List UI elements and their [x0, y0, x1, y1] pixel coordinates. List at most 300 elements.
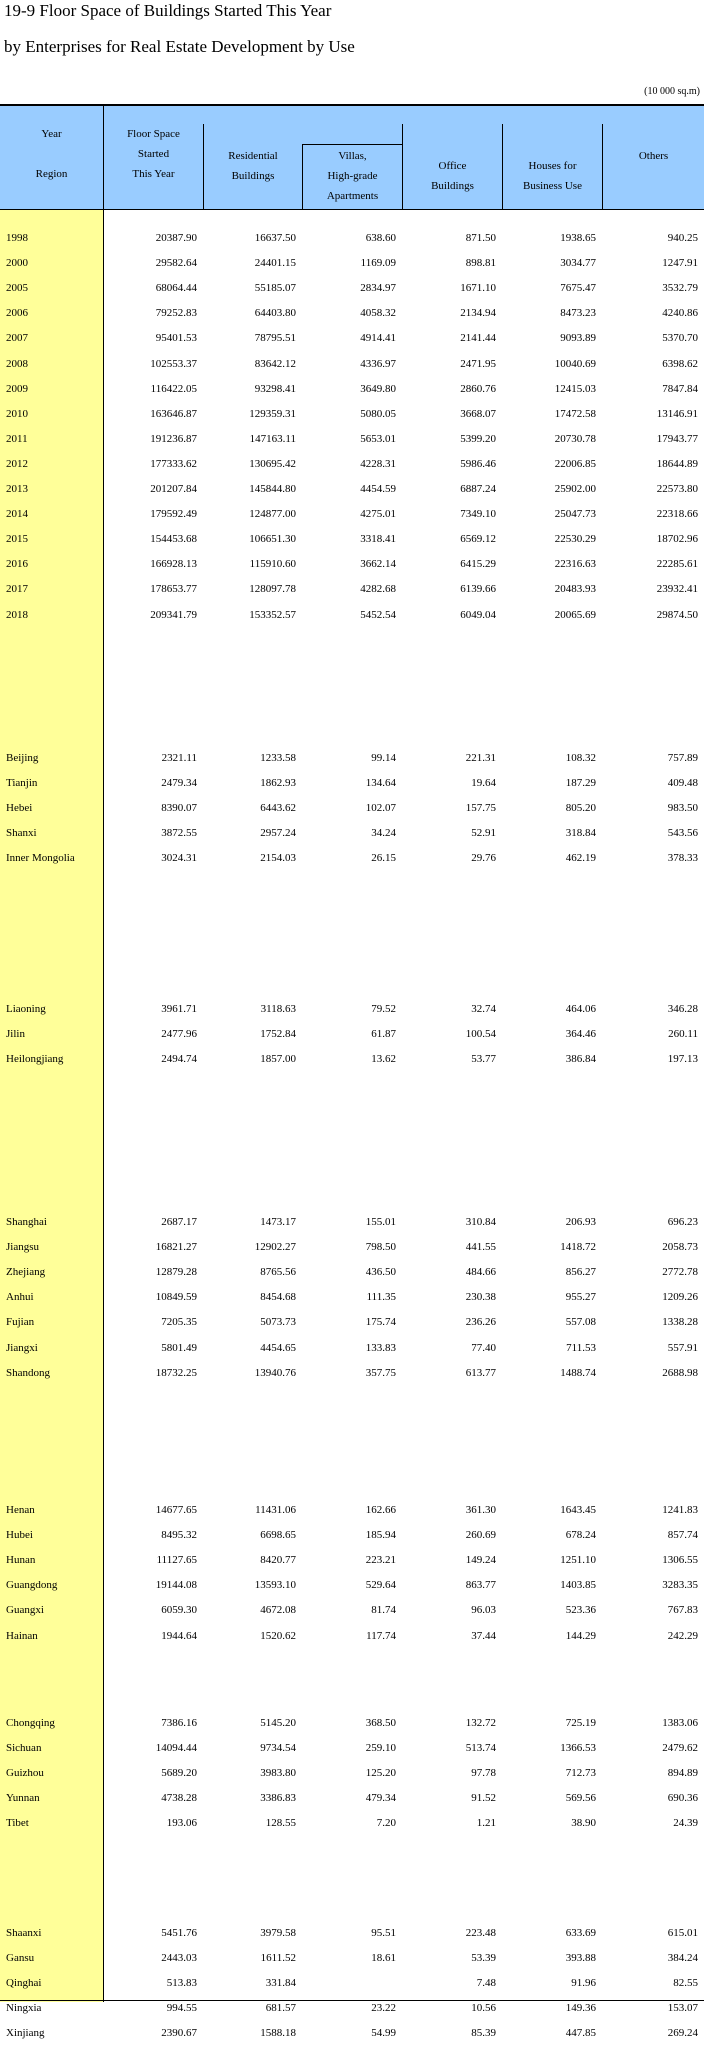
header-divider [602, 124, 603, 210]
row-label: Fujian [6, 1316, 35, 1329]
cell-business: 1643.45 [560, 1504, 596, 1516]
cell-office: 863.77 [465, 1579, 496, 1592]
cell-business: 386.84 [565, 1053, 596, 1066]
cell-started: 166928.13 [150, 558, 197, 571]
cell-others: 153.07 [667, 2002, 698, 2015]
cell-residential: 83642.12 [254, 357, 296, 370]
cell-office: 29.76 [471, 852, 496, 865]
row-label: Shanxi [6, 827, 37, 840]
cell-business: 25047.73 [554, 508, 596, 521]
cell-office: 221.31 [465, 752, 496, 764]
cell-others: 940.25 [667, 232, 698, 244]
cell-business: 464.06 [565, 1003, 596, 1015]
cell-started: 201207.84 [150, 483, 197, 495]
row-label: Shandong [6, 1366, 50, 1379]
row-label: Yunnan [6, 1792, 40, 1805]
row-label: Guangxi [6, 1604, 44, 1617]
cell-started: 68064.44 [155, 282, 197, 295]
header-others: Others [638, 150, 669, 162]
cell-residential: 1752.84 [260, 1028, 296, 1041]
cell-started: 16821.27 [155, 1241, 197, 1254]
table-title: 19-9 Floor Space of Buildings Started This Year [4, 1, 332, 20]
cell-villas: 102.07 [365, 802, 396, 815]
cell-residential: 3118.63 [260, 1003, 296, 1015]
cell-started: 14094.44 [155, 1742, 197, 1755]
row-label: 2017 [6, 583, 28, 596]
cell-office: 3668.07 [460, 407, 496, 420]
cell-started: 12879.28 [155, 1266, 197, 1279]
cell-residential: 3386.83 [260, 1792, 296, 1805]
row-label: 2007 [6, 332, 28, 345]
table-row [0, 842, 704, 874]
cell-office: 2134.94 [460, 307, 496, 320]
cell-started: 5801.49 [161, 1341, 197, 1354]
cell-villas: 23.22 [371, 2002, 396, 2015]
cell-started: 19144.08 [155, 1579, 197, 1592]
cell-business: 8473.23 [560, 307, 596, 320]
cell-residential: 2154.03 [260, 852, 296, 865]
cell-started: 209341.79 [150, 608, 197, 621]
cell-others: 2479.62 [662, 1742, 698, 1755]
cell-business: 447.85 [565, 2027, 596, 2040]
cell-villas: 18.61 [371, 1952, 396, 1965]
cell-business: 805.20 [565, 802, 596, 815]
cell-residential: 11431.06 [255, 1504, 296, 1516]
cell-residential: 1520.62 [260, 1629, 296, 1642]
cell-villas: 79.52 [371, 1003, 396, 1015]
cell-villas: 5653.01 [360, 432, 396, 445]
cell-business: 1251.10 [560, 1554, 596, 1567]
cell-started: 177333.62 [150, 457, 197, 470]
cell-residential: 55185.07 [254, 282, 296, 295]
cell-residential: 106651.30 [249, 533, 296, 546]
row-label: Beijing [6, 752, 39, 764]
cell-office: 1671.10 [460, 282, 496, 295]
row-label: 2013 [6, 483, 28, 495]
row-label: Hunan [6, 1554, 36, 1567]
cell-business: 712.73 [565, 1767, 596, 1780]
cell-villas: 61.87 [371, 1028, 396, 1041]
cell-office: 361.30 [465, 1504, 496, 1516]
cell-villas: 3318.41 [360, 533, 396, 546]
cell-started: 95401.53 [155, 332, 197, 345]
cell-started: 10849.59 [155, 1291, 197, 1304]
header-residential-buildings: Residential Buildings [228, 150, 278, 182]
cell-villas: 436.50 [365, 1266, 396, 1279]
row-label: Chongqing [6, 1717, 55, 1729]
cell-residential: 13593.10 [254, 1579, 296, 1592]
cell-villas: 4282.68 [360, 583, 396, 596]
row-label: Jilin [6, 1028, 25, 1041]
cell-villas: 4454.59 [360, 483, 396, 495]
cell-started: 994.55 [166, 2002, 197, 2015]
cell-others: 22285.61 [656, 558, 698, 571]
cell-started: 191236.87 [150, 432, 197, 445]
cell-villas: 4228.31 [360, 457, 396, 470]
table-row [0, 2017, 704, 2049]
cell-office: 2141.44 [460, 332, 496, 345]
cell-office: 37.44 [471, 1629, 496, 1642]
cell-residential: 6698.65 [260, 1529, 296, 1542]
cell-villas: 117.74 [366, 1629, 396, 1642]
cell-started: 3872.55 [161, 827, 197, 840]
row-label: 2009 [6, 382, 28, 395]
row-label: Tibet [6, 1817, 29, 1830]
cell-office: 149.24 [465, 1554, 496, 1567]
cell-office: 230.38 [465, 1291, 496, 1304]
cell-business: 20065.69 [554, 608, 596, 621]
row-label: Hubei [6, 1529, 33, 1542]
cell-started: 163646.87 [150, 407, 197, 420]
row-label: Tianjin [6, 777, 38, 790]
cell-residential: 1611.52 [260, 1952, 296, 1965]
cell-business: 1938.65 [560, 232, 596, 244]
header-floor-space-started: Floor Space Started This Year [127, 128, 180, 180]
cell-others: 269.24 [667, 2027, 698, 2040]
cell-started: 179592.49 [150, 508, 197, 521]
cell-residential: 115910.60 [249, 558, 296, 571]
row-label: Shaanxi [6, 1927, 42, 1939]
row-label: Ningxia [6, 2002, 42, 2015]
cell-business: 856.27 [565, 1266, 596, 1279]
cell-business: 364.46 [565, 1028, 596, 1041]
cell-residential: 8765.56 [260, 1266, 296, 1279]
header-bottom-border [0, 209, 704, 210]
row-label: Anhui [6, 1291, 34, 1304]
cell-office: 441.55 [465, 1241, 496, 1254]
table-row [0, 599, 704, 631]
cell-started: 513.83 [166, 1977, 197, 1990]
cell-office: 100.54 [465, 1028, 496, 1041]
cell-started: 7205.35 [161, 1316, 197, 1329]
cell-business: 10040.69 [554, 357, 596, 370]
cell-office: 223.48 [465, 1927, 496, 1939]
cell-residential: 12902.27 [254, 1241, 296, 1254]
cell-started: 3961.71 [161, 1003, 197, 1015]
cell-office: 53.39 [471, 1952, 496, 1965]
cell-others: 757.89 [667, 752, 698, 764]
cell-residential: 1233.58 [260, 752, 296, 764]
row-label: 2015 [6, 533, 28, 546]
cell-residential: 130695.42 [249, 457, 296, 470]
row-label: 2011 [6, 432, 28, 445]
cell-office: 236.26 [465, 1316, 496, 1329]
cell-residential: 6443.62 [260, 802, 296, 815]
cell-started: 18732.25 [155, 1366, 197, 1379]
cell-others: 17943.77 [656, 432, 698, 445]
cell-others: 22318.66 [656, 508, 698, 521]
cell-residential: 8420.77 [260, 1554, 296, 1567]
cell-office: 91.52 [471, 1792, 496, 1805]
cell-started: 154453.68 [150, 533, 197, 546]
cell-villas: 479.34 [365, 1792, 396, 1805]
cell-villas: 134.64 [365, 777, 396, 790]
cell-office: 132.72 [465, 1717, 496, 1729]
row-label: Hebei [6, 802, 33, 815]
cell-office: 2860.76 [460, 382, 496, 395]
header-office-buildings: Office Buildings [431, 160, 474, 192]
cell-started: 29582.64 [155, 257, 197, 270]
cell-office: 53.77 [471, 1053, 496, 1066]
cell-villas: 99.14 [371, 752, 396, 764]
row-label: Sichuan [6, 1742, 42, 1755]
cell-others: 18644.89 [656, 457, 698, 470]
cell-villas: 1169.09 [360, 257, 396, 270]
cell-started: 7386.16 [161, 1717, 197, 1729]
cell-started: 6059.30 [161, 1604, 197, 1617]
cell-office: 310.84 [465, 1216, 496, 1228]
cell-residential: 2957.24 [260, 827, 296, 840]
cell-villas: 357.75 [365, 1366, 396, 1379]
cell-residential: 4672.08 [260, 1604, 296, 1617]
row-label: Jiangxi [6, 1341, 38, 1354]
cell-business: 1366.53 [560, 1742, 596, 1755]
cell-villas: 798.50 [365, 1241, 396, 1254]
cell-residential: 153352.57 [249, 608, 296, 621]
cell-residential: 147163.11 [249, 432, 296, 445]
cell-business: 678.24 [565, 1529, 596, 1542]
cell-others: 82.55 [673, 1977, 698, 1990]
row-label: Inner Mongolia [6, 852, 75, 865]
row-label: 2016 [6, 558, 28, 571]
cell-residential: 8454.68 [260, 1291, 296, 1304]
cell-villas: 3662.14 [360, 558, 396, 571]
cell-residential: 1588.18 [260, 2027, 296, 2040]
cell-started: 8390.07 [161, 802, 197, 815]
cell-office: 513.74 [465, 1742, 496, 1755]
cell-office: 7.48 [476, 1977, 496, 1990]
cell-office: 613.77 [465, 1366, 496, 1379]
cell-office: 1.21 [476, 1817, 496, 1830]
cell-others: 557.91 [667, 1341, 698, 1354]
cell-villas: 4914.41 [360, 332, 396, 345]
cell-villas: 4336.97 [360, 357, 396, 370]
cell-business: 569.56 [565, 1792, 596, 1805]
cell-office: 77.40 [471, 1341, 496, 1354]
cell-business: 144.29 [565, 1629, 596, 1642]
cell-business: 9093.89 [560, 332, 596, 345]
cell-office: 2471.95 [460, 357, 496, 370]
cell-others: 6398.62 [662, 357, 698, 370]
cell-started: 14677.65 [155, 1504, 197, 1516]
row-label: 2000 [6, 257, 28, 270]
cell-villas: 175.74 [365, 1316, 396, 1329]
cell-villas: 81.74 [371, 1604, 396, 1617]
cell-others: 22573.80 [656, 483, 698, 495]
cell-others: 1306.55 [662, 1554, 698, 1567]
cell-started: 4738.28 [161, 1792, 197, 1805]
cell-started: 8495.32 [161, 1529, 197, 1542]
cell-villas: 95.51 [371, 1927, 396, 1939]
table-subtitle: by Enterprises for Real Estate Development by Use [4, 37, 355, 56]
cell-business: 3034.77 [560, 257, 596, 270]
cell-started: 2479.34 [161, 777, 197, 790]
cell-business: 393.88 [565, 1952, 596, 1965]
cell-residential: 93298.41 [254, 382, 296, 395]
cell-others: 346.28 [667, 1003, 698, 1015]
row-label: 2014 [6, 508, 28, 521]
cell-residential: 4454.65 [260, 1341, 296, 1354]
cell-business: 1418.72 [560, 1241, 596, 1254]
cell-others: 13146.91 [656, 407, 698, 420]
cell-residential: 16637.50 [254, 232, 296, 244]
cell-villas: 5080.05 [360, 407, 396, 420]
row-label: 2006 [6, 307, 28, 320]
cell-residential: 3979.58 [260, 1927, 296, 1939]
cell-office: 484.66 [465, 1266, 496, 1279]
row-label: 2010 [6, 407, 28, 420]
cell-villas: 133.83 [365, 1341, 396, 1354]
row-label: 2018 [6, 608, 28, 621]
cell-business: 22316.63 [554, 558, 596, 571]
cell-office: 19.64 [471, 777, 496, 790]
cell-business: 17472.58 [554, 407, 596, 420]
cell-office: 5399.20 [460, 432, 496, 445]
cell-business: 12415.03 [554, 382, 596, 395]
cell-started: 2321.11 [161, 752, 197, 764]
cell-villas: 4058.32 [360, 307, 396, 320]
row-label: 2005 [6, 282, 28, 295]
table-row [0, 1807, 704, 1839]
table-top-border [0, 104, 704, 106]
cell-others: 197.13 [667, 1053, 698, 1066]
cell-others: 18702.96 [656, 533, 698, 546]
cell-business: 462.19 [565, 852, 596, 865]
cell-office: 871.50 [465, 232, 496, 244]
row-label: Henan [6, 1504, 35, 1516]
cell-others: 767.83 [667, 1604, 698, 1617]
cell-started: 2390.67 [161, 2027, 197, 2040]
cell-started: 116422.05 [150, 382, 197, 395]
cell-residential: 124877.00 [249, 508, 296, 521]
cell-office: 7349.10 [460, 508, 496, 521]
cell-others: 2688.98 [662, 1366, 698, 1379]
cell-office: 260.69 [465, 1529, 496, 1542]
cell-office: 32.74 [471, 1003, 496, 1015]
cell-business: 1403.85 [560, 1579, 596, 1592]
cell-started: 5451.76 [161, 1927, 197, 1939]
cell-villas: 155.01 [365, 1216, 396, 1228]
cell-villas: 368.50 [365, 1717, 396, 1729]
cell-residential: 145844.80 [249, 483, 296, 495]
row-label: Hainan [6, 1629, 38, 1642]
cell-office: 6887.24 [460, 483, 496, 495]
cell-villas: 7.20 [376, 1817, 396, 1830]
cell-others: 384.24 [667, 1952, 698, 1965]
cell-others: 1338.28 [662, 1316, 698, 1329]
cell-residential: 5073.73 [260, 1316, 296, 1329]
cell-villas: 125.20 [365, 1767, 396, 1780]
cell-started: 2443.03 [161, 1952, 197, 1965]
cell-started: 1944.64 [161, 1629, 197, 1642]
cell-started: 193.06 [166, 1817, 197, 1830]
cell-others: 23932.41 [656, 583, 698, 596]
cell-others: 615.01 [667, 1927, 698, 1939]
cell-business: 20730.78 [554, 432, 596, 445]
cell-business: 633.69 [565, 1927, 596, 1939]
cell-business: 20483.93 [554, 583, 596, 596]
cell-office: 85.39 [471, 2027, 496, 2040]
cell-business: 91.96 [571, 1977, 596, 1990]
cell-started: 2477.96 [161, 1028, 197, 1041]
row-label: Qinghai [6, 1977, 42, 1990]
cell-villas: 259.10 [365, 1742, 396, 1755]
header-houses-business: Houses for Business Use [523, 160, 582, 192]
cell-business: 22530.29 [554, 533, 596, 546]
cell-office: 52.91 [471, 827, 496, 840]
cell-others: 409.48 [667, 777, 698, 790]
cell-villas: 4275.01 [360, 508, 396, 521]
cell-others: 1383.06 [662, 1717, 698, 1729]
cell-others: 7847.84 [662, 382, 698, 395]
cell-others: 5370.70 [662, 332, 698, 345]
cell-business: 25902.00 [554, 483, 596, 495]
cell-business: 38.90 [571, 1817, 596, 1830]
cell-office: 97.78 [471, 1767, 496, 1780]
cell-others: 2058.73 [662, 1241, 698, 1254]
cell-started: 102553.37 [150, 357, 197, 370]
cell-others: 260.11 [668, 1028, 698, 1041]
cell-office: 5986.46 [460, 457, 496, 470]
cell-villas: 34.24 [371, 827, 396, 840]
cell-residential: 331.84 [265, 1977, 296, 1990]
cell-office: 10.56 [471, 2002, 496, 2015]
cell-others: 894.89 [667, 1767, 698, 1780]
cell-residential: 128.55 [265, 1817, 296, 1830]
cell-others: 1209.26 [662, 1291, 698, 1304]
cell-others: 2772.78 [662, 1266, 698, 1279]
row-label: Guizhou [6, 1767, 44, 1780]
cell-residential: 13940.76 [254, 1366, 296, 1379]
cell-villas: 5452.54 [360, 608, 396, 621]
cell-villas: 638.60 [365, 232, 396, 244]
cell-residential: 78795.51 [254, 332, 296, 345]
cell-business: 1488.74 [560, 1366, 596, 1379]
cell-office: 6049.04 [460, 608, 496, 621]
cell-residential: 64403.80 [254, 307, 296, 320]
row-label: 2008 [6, 357, 28, 370]
cell-residential: 24401.15 [254, 257, 296, 270]
cell-office: 6139.66 [460, 583, 496, 596]
cell-villas: 185.94 [365, 1529, 396, 1542]
cell-others: 3283.35 [662, 1579, 698, 1592]
cell-others: 24.39 [673, 1817, 698, 1830]
cell-office: 6569.12 [460, 533, 496, 546]
cell-business: 22006.85 [554, 457, 596, 470]
cell-business: 187.29 [565, 777, 596, 790]
cell-others: 1241.83 [662, 1504, 698, 1516]
cell-villas: 111.35 [366, 1291, 396, 1304]
cell-started: 2494.74 [161, 1053, 197, 1066]
row-label: Liaoning [6, 1003, 46, 1015]
cell-villas: 13.62 [371, 1053, 396, 1066]
cell-others: 3532.79 [662, 282, 698, 295]
unit-label: (10 000 sq.m) [644, 86, 700, 97]
cell-villas: 162.66 [365, 1504, 396, 1516]
cell-villas: 529.64 [365, 1579, 396, 1592]
cell-business: 557.08 [565, 1316, 596, 1329]
cell-villas: 3649.80 [360, 382, 396, 395]
villas-top-border [302, 144, 402, 145]
cell-residential: 681.57 [265, 2002, 296, 2015]
row-label: Heilongjiang [6, 1053, 64, 1066]
cell-residential: 5145.20 [260, 1717, 296, 1729]
row-label: Zhejiang [6, 1266, 46, 1279]
cell-others: 696.23 [667, 1216, 698, 1228]
row-label: Xinjiang [6, 2027, 45, 2040]
cell-others: 983.50 [667, 802, 698, 815]
table-row [0, 1043, 704, 1075]
